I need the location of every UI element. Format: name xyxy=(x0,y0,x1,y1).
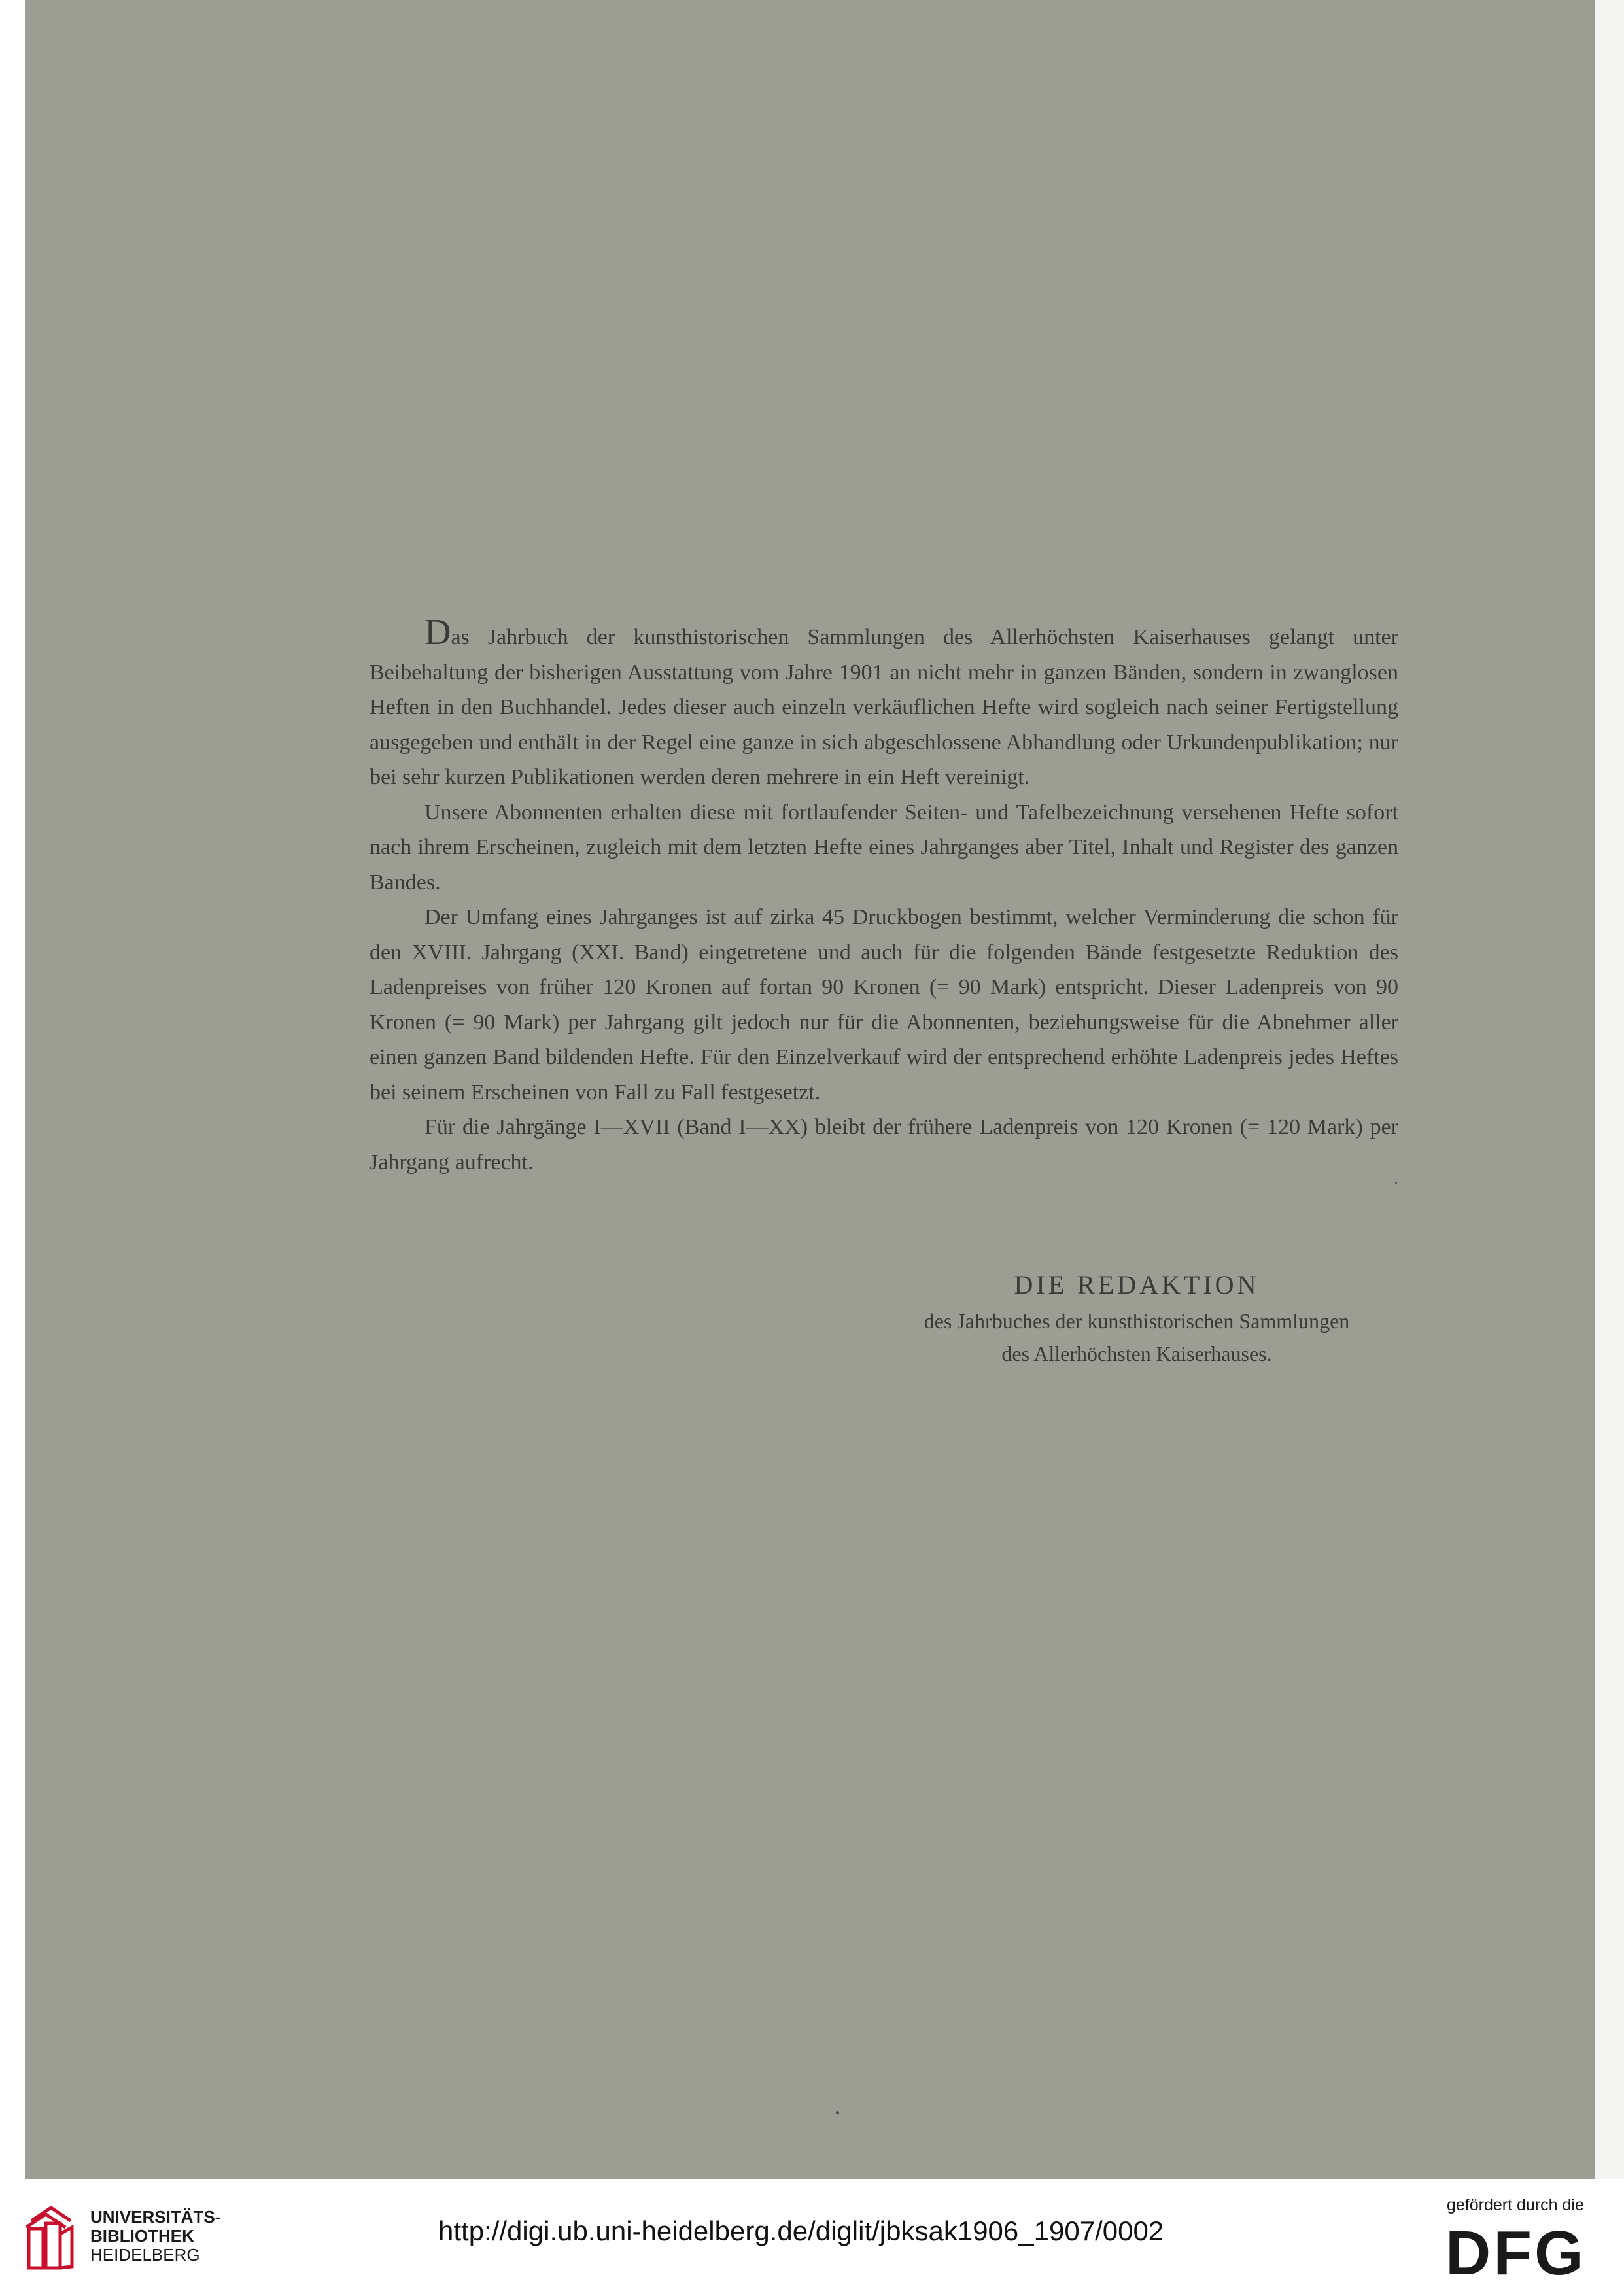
paper-speck xyxy=(836,2111,839,2114)
svg-text:DFG: DFG xyxy=(1445,2218,1586,2284)
signature-line-2: des Allerhöchsten Kaiserhauses. xyxy=(1001,1342,1272,1365)
paragraph-2: Unsere Abonnenten erhalten diese mit fortlaufender Seiten- und Tafelbezeichnung versehenen Hefte sofort nach ihrem Erscheinen, zugleich mit dem letzten Hefte eines Jahrganges aber Titel, Inhalt und Register des ganzen Bandes. xyxy=(370,800,1398,895)
signature-line-1: des Jahrbuches der kunsthistorischen Sammlungen xyxy=(924,1309,1350,1333)
library-line-1: UNIVERSITÄTS- xyxy=(90,2207,221,2227)
library-line-2: BIBLIOTHEK xyxy=(90,2226,194,2246)
signature-title: DIE REDAKTION xyxy=(1014,1270,1260,1299)
university-library-name xyxy=(90,2208,220,2265)
footer-bar xyxy=(0,2179,1624,2296)
dfg-logo-icon xyxy=(1445,2218,1602,2284)
scanned-page xyxy=(25,0,1595,2179)
funding-caption: gefördert durch die xyxy=(1447,2196,1584,2214)
signature-block xyxy=(842,1265,1431,1370)
page-edge xyxy=(1595,0,1624,2179)
paragraph-3: Der Umfang eines Jahrganges ist auf zirka 45 Druckbogen bestimmt, welcher Verminderung die schon für den XVIII. Jahrgang (XXI. Band) eingetretene und auch für die folgenden Bände festgesetzte Reduktion des Ladenpreises von früher 120 Kronen auf fortan 90 Kronen (= 90 Mark) entspricht. Dieser Ladenpreis von 90 Kronen (= 90 Mark) per Jahrgang gilt jedoch nur für die Abonnenten, beziehungsweise für die Abnehmer aller einen ganzen Band bildenden Hefte. Für den Einzelverkauf wird der entsprechend erhöhte Ladenpreis jedes Heftes bei seinem Erscheinen von Fall zu Fall festgesetzt. xyxy=(370,905,1398,1105)
library-line-3: HEIDELBERG xyxy=(90,2245,200,2265)
dropcap-letter: D xyxy=(424,612,451,653)
paragraph-1 xyxy=(370,612,1398,795)
paragraph-1-text: as Jahrbuch der kunsthistorischen Sammlungen des Allerhöchsten Kaiserhauses gelangt unter Beibehaltung der bisherigen Ausstattung vom Jahre 1901 an nicht mehr in ganzen Bänden, sondern in zwanglosen Heften in den Buchhandel. Jedes dieser auch einzeln verkäuflichen Hefte wird sogleich nach seiner Fertigstellung ausgegeben und enthält in der Regel eine ganze in sich abgeschlossene Abhandlung oder Urkundenpublikation; nur bei sehr kurzen Publikationen werden deren mehrere in ein Heft vereinigt. xyxy=(370,625,1398,789)
paper-speck xyxy=(1395,1182,1397,1184)
university-library-logo-icon xyxy=(20,2196,78,2274)
permalink-url[interactable]: http://digi.ub.uni-heidelberg.de/diglit/jbksak1906_1907/0002 xyxy=(438,2216,1164,2246)
paragraph-4: Für die Jahrgänge I—XVII (Band I—XX) bleibt der frühere Ladenpreis von 120 Kronen (= 120 Mark) per Jahrgang aufrecht. xyxy=(370,1115,1398,1174)
body-text xyxy=(370,612,1398,1180)
